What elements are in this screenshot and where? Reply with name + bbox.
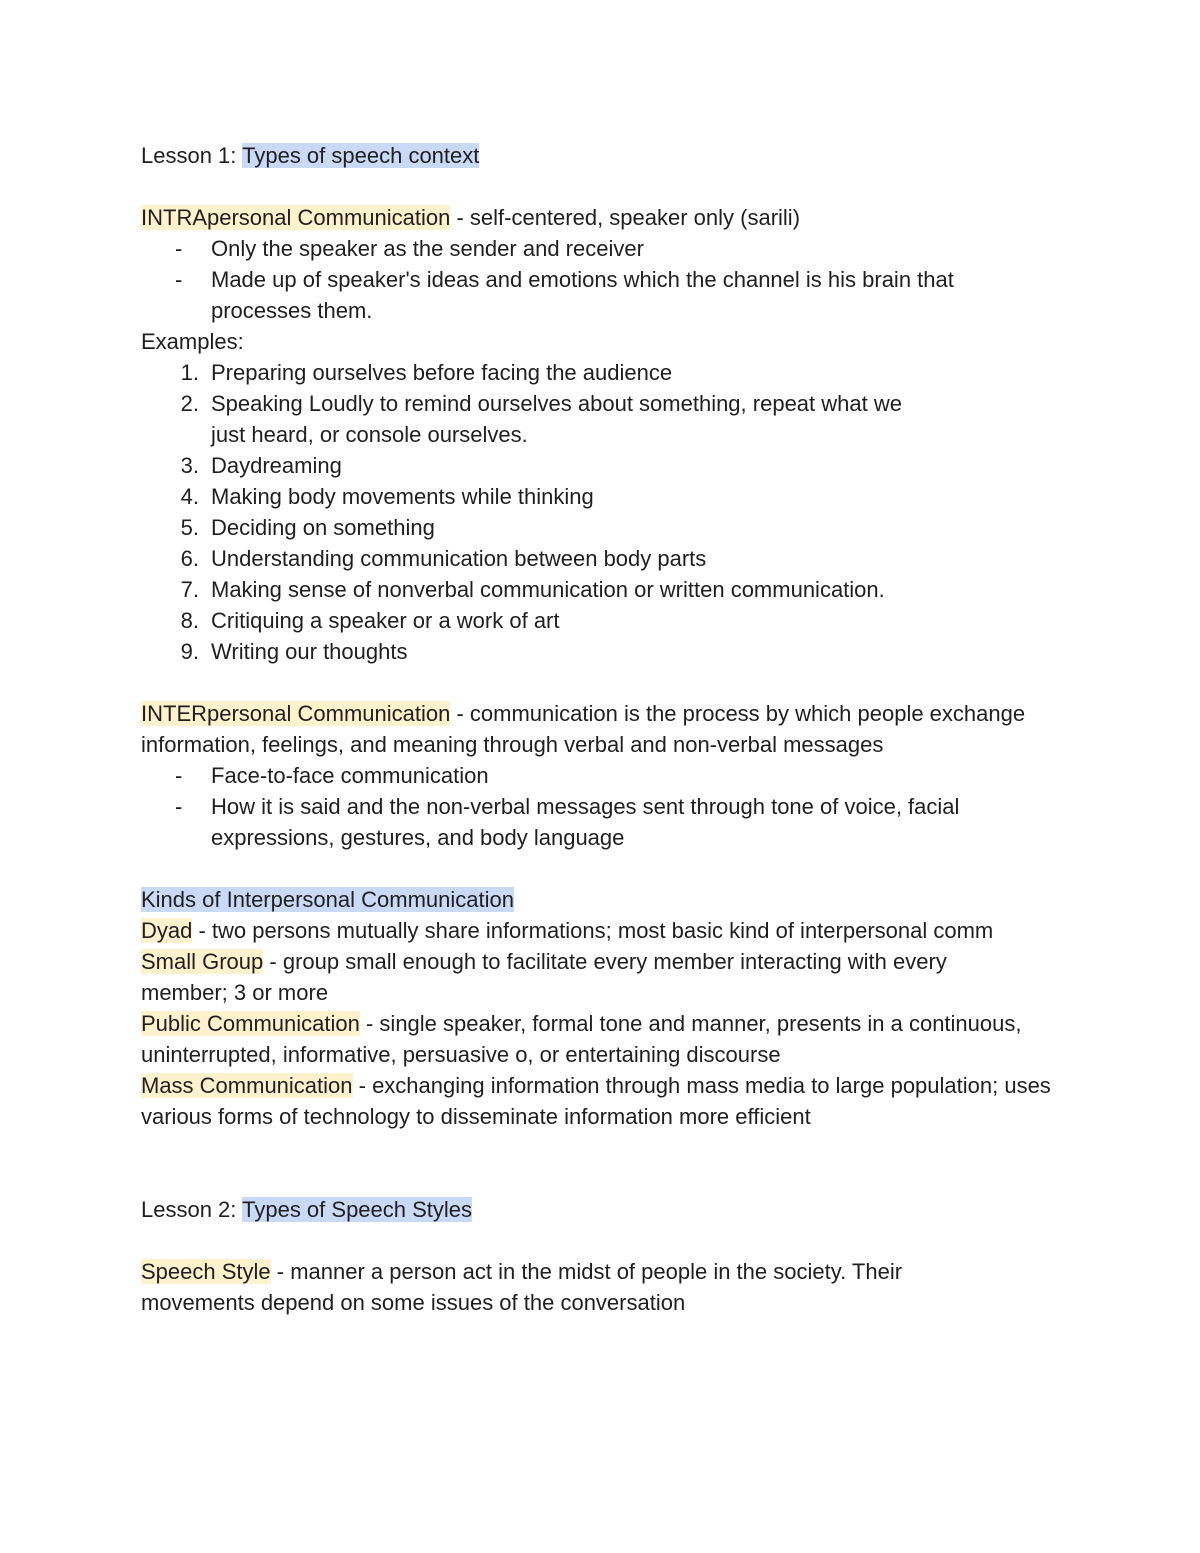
bullet-item bbox=[141, 791, 1100, 853]
bullet-text: Face-to-face communication bbox=[211, 763, 489, 788]
list-number: 7. bbox=[180, 577, 199, 602]
term: Dyad bbox=[141, 918, 193, 943]
bullet-text: How it is said and the non-verbal messages sent through tone of voice, facial expressions, gestures, and body language bbox=[211, 794, 960, 850]
example-item bbox=[141, 543, 1100, 574]
list-number: 2. bbox=[180, 391, 199, 416]
term: Speech Style bbox=[141, 1259, 271, 1284]
kind-item bbox=[141, 1070, 1100, 1132]
section-heading: Kinds of Interpersonal Communication bbox=[141, 887, 514, 912]
example-text: Making sense of nonverbal communication or written communication. bbox=[211, 577, 885, 602]
list-number: 1. bbox=[180, 360, 199, 385]
bullet-text: Made up of speaker's ideas and emotions which the channel is his brain that processes them. bbox=[211, 267, 954, 323]
example-text: Deciding on something bbox=[211, 515, 435, 540]
example-text: Speaking Loudly to remind ourselves about something, repeat what we just heard, or console ourselves. bbox=[211, 391, 902, 447]
list-number: 8. bbox=[180, 608, 199, 633]
definition: - communication is the process by which people exchange information, feelings, and meaning through verbal and non-verbal messages bbox=[141, 701, 1026, 757]
bullet-item bbox=[141, 264, 1100, 326]
example-item bbox=[141, 450, 1100, 481]
definition: - group small enough to facilitate every member interacting with every member; 3 or more bbox=[141, 949, 947, 1005]
lesson-title: Types of Speech Styles bbox=[242, 1197, 473, 1222]
lesson2-heading bbox=[141, 1194, 1100, 1225]
example-item bbox=[141, 481, 1100, 512]
example-text: Writing our thoughts bbox=[211, 639, 408, 664]
example-text: Making body movements while thinking bbox=[211, 484, 594, 509]
example-text: Critiquing a speaker or a work of art bbox=[211, 608, 560, 633]
example-item bbox=[141, 636, 1100, 667]
bullet-item bbox=[141, 760, 1100, 791]
bullet-item bbox=[141, 233, 1100, 264]
dash-marker: - bbox=[175, 267, 183, 292]
list-number: 9. bbox=[180, 639, 199, 664]
term: Small Group bbox=[141, 949, 264, 974]
lesson1-heading bbox=[141, 140, 1100, 171]
lesson-title: Types of speech context bbox=[242, 143, 480, 168]
dash-marker: - bbox=[175, 763, 183, 788]
definition: - manner a person act in the midst of people in the society. Their movements depend on some issues of the conversation bbox=[141, 1259, 903, 1315]
examples-label: Examples: bbox=[141, 329, 244, 354]
kind-item bbox=[141, 915, 1100, 946]
definition: - self-centered, speaker only (sarili) bbox=[450, 205, 801, 230]
example-item bbox=[141, 574, 1100, 605]
example-item bbox=[141, 605, 1100, 636]
dash-marker: - bbox=[175, 236, 183, 261]
list-number: 4. bbox=[180, 484, 199, 509]
definition: - single speaker, formal tone and manner, presents in a continuous, uninterrupted, informative, persuasive o, or entertaining discourse bbox=[141, 1011, 1022, 1067]
definition: - exchanging information through mass media to large population; uses various forms of technology to disseminate information more efficient bbox=[141, 1073, 1051, 1129]
example-text: Understanding communication between body parts bbox=[211, 546, 707, 571]
list-number: 6. bbox=[180, 546, 199, 571]
speech-style-definition bbox=[141, 1256, 1100, 1318]
intrapersonal-definition bbox=[141, 202, 1100, 233]
term: Public Communication bbox=[141, 1011, 360, 1036]
kinds-heading bbox=[141, 884, 1100, 915]
lesson-label: Lesson 1: bbox=[141, 143, 243, 168]
bullet-text: Only the speaker as the sender and receiver bbox=[211, 236, 644, 261]
example-text: Daydreaming bbox=[211, 453, 342, 478]
example-item bbox=[141, 388, 1100, 450]
list-number: 5. bbox=[180, 515, 199, 540]
example-item bbox=[141, 357, 1100, 388]
term: Mass Communication bbox=[141, 1073, 353, 1098]
example-text: Preparing ourselves before facing the audience bbox=[211, 360, 673, 385]
interpersonal-definition bbox=[141, 698, 1100, 760]
kind-item bbox=[141, 1008, 1100, 1070]
term: INTERpersonal Communication bbox=[141, 701, 451, 726]
dash-marker: - bbox=[175, 794, 183, 819]
example-item bbox=[141, 512, 1100, 543]
lesson-label: Lesson 2: bbox=[141, 1197, 243, 1222]
list-number: 3. bbox=[180, 453, 199, 478]
definition: - two persons mutually share informations; most basic kind of interpersonal comm bbox=[192, 918, 994, 943]
term: INTRApersonal Communication bbox=[141, 205, 451, 230]
kind-item bbox=[141, 946, 1100, 1008]
